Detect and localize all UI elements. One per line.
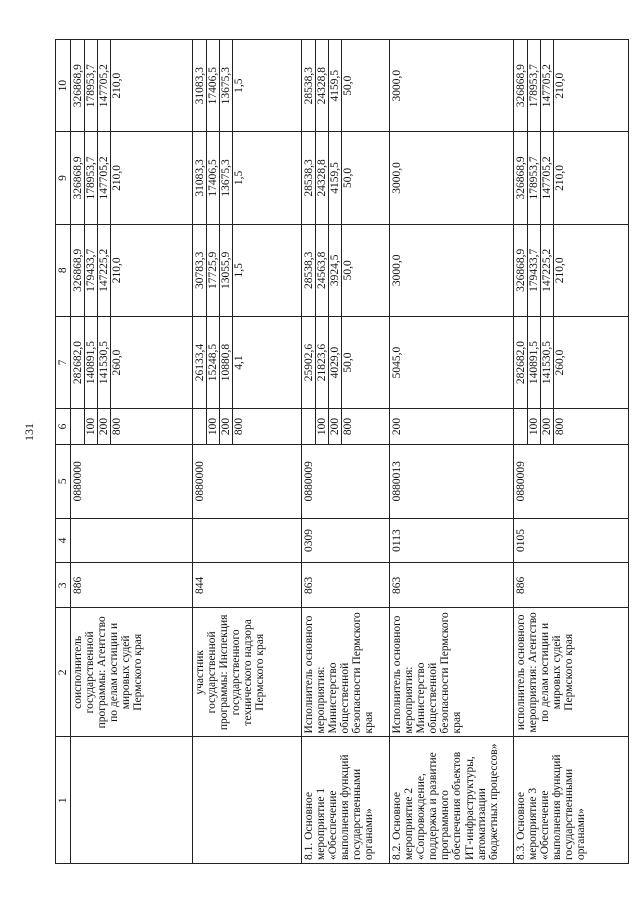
cell-c10-value: 17406,5 <box>207 40 220 131</box>
header-row <box>56 40 71 864</box>
col-header-8: 8 <box>56 224 71 316</box>
cell-c9-value: 326868,9 <box>72 132 85 223</box>
cell-c9-value: 210,0 <box>553 165 566 191</box>
cell-c6-value: 100 <box>528 409 541 444</box>
cell-c9 <box>192 132 301 224</box>
cell-c3: 863 <box>390 563 514 608</box>
cell-c2: Исполнитель основного мероприятия: Министерство общественной безопасности Пермского края <box>390 608 514 737</box>
cell-c3: 886 <box>513 563 628 608</box>
cell-c10-value: 326868,9 <box>72 40 85 131</box>
cell-c10 <box>513 40 628 132</box>
cell-c9-value: 147705,2 <box>541 132 554 223</box>
cell-c9-value: 178953,7 <box>85 132 98 223</box>
cell-c6 <box>301 409 390 445</box>
cell-c5: 0880013 <box>390 444 514 518</box>
cell-c8-value: 30783,3 <box>194 225 207 316</box>
col-header-2: 2 <box>56 608 71 737</box>
cell-c4 <box>192 518 301 563</box>
cell-c8 <box>301 224 390 316</box>
cell-c7-value: 10880,8 <box>220 317 233 408</box>
cell-c9 <box>71 132 192 224</box>
cell-c6-value: 200 <box>391 417 404 436</box>
cell-c9-value: 178953,7 <box>528 132 541 223</box>
cell-c5: 0880009 <box>513 444 628 518</box>
cell-c8 <box>71 224 192 316</box>
cell-c7-value: 50,0 <box>341 352 354 373</box>
cell-c8-value: 17725,9 <box>207 225 220 316</box>
cell-c9-value: 3000,0 <box>391 162 404 194</box>
cell-c6-value: 100 <box>207 409 220 444</box>
cell-c10-value: 210,0 <box>111 72 124 99</box>
cell-c6-value <box>72 409 85 444</box>
cell-c10-value: 210,0 <box>553 72 566 99</box>
cell-c8 <box>390 224 514 316</box>
cell-c8-value: 50,0 <box>341 260 354 281</box>
cell-c8-value: 147225,2 <box>541 225 554 316</box>
cell-c6-value: 200 <box>98 409 111 444</box>
cell-c6 <box>513 409 628 445</box>
cell-c10-value: 1,5 <box>232 78 245 93</box>
cell-c1 <box>192 737 301 864</box>
cell-c7-value: 141530,5 <box>541 317 554 408</box>
cell-c6-value: 200 <box>329 409 342 444</box>
cell-c8 <box>513 224 628 316</box>
cell-c5: 0880009 <box>301 444 390 518</box>
cell-c10-value: 178953,7 <box>85 40 98 131</box>
cell-c9-value: 210,0 <box>111 165 124 191</box>
cell-c8-value: 1,5 <box>232 263 245 278</box>
cell-c9-value: 326868,9 <box>515 132 528 223</box>
cell-c6-value: 800 <box>341 417 354 436</box>
cell-c7 <box>301 316 390 408</box>
cell-c8-value: 24563,8 <box>316 225 329 316</box>
cell-c5: 0880000 <box>71 444 192 518</box>
col-header-4: 4 <box>56 518 71 563</box>
cell-c7 <box>513 316 628 408</box>
cell-c7-value: 4029,0 <box>329 317 342 408</box>
cell-c1: 8.2. Основное мероприятие 2 «Сопровождение, поддержка и развитие программного обеспечения объектов ИТ-инфраструктуры, автоматизации бюджетных процессов» <box>390 737 514 864</box>
cell-c7 <box>390 316 514 408</box>
col-header-6: 6 <box>56 409 71 445</box>
cell-c7-value: 141530,5 <box>98 317 111 408</box>
cell-c8-value: 13055,9 <box>220 225 233 316</box>
cell-c7-value: 21823,6 <box>316 317 329 408</box>
cell-c7-value: 26133,4 <box>194 317 207 408</box>
cell-c6-value <box>515 409 528 444</box>
budget-table <box>55 39 629 864</box>
cell-c8-value: 28538,3 <box>303 225 316 316</box>
table-row <box>513 40 628 864</box>
cell-c4: 0113 <box>390 518 514 563</box>
cell-c7-value: 140891,5 <box>85 317 98 408</box>
cell-c10-value: 147705,2 <box>541 40 554 131</box>
cell-c8 <box>192 224 301 316</box>
cell-c4: 0309 <box>301 518 390 563</box>
cell-c7-value: 4,1 <box>232 355 245 370</box>
table-body <box>71 40 629 864</box>
cell-c7-value: 260,0 <box>111 349 124 376</box>
cell-c10-value: 13675,3 <box>220 40 233 131</box>
cell-c7-value: 25902,6 <box>303 317 316 408</box>
table-row <box>390 40 514 864</box>
cell-c9-value: 50,0 <box>341 167 354 189</box>
cell-c1: 8.1. Основное мероприятие 1 «Обеспечение выполнения функций государственными органами» <box>301 737 390 864</box>
cell-c10 <box>390 40 514 132</box>
cell-c4: 0105 <box>513 518 628 563</box>
budget-table-sheet <box>55 39 629 864</box>
cell-c8-value: 326868,9 <box>72 225 85 316</box>
cell-c5: 0880000 <box>192 444 301 518</box>
cell-c8-value: 147225,2 <box>98 225 111 316</box>
cell-c6 <box>390 409 514 445</box>
cell-c6 <box>71 409 192 445</box>
cell-c9-value: 147705,2 <box>98 132 111 223</box>
cell-c9-value: 28538,3 <box>303 132 316 223</box>
cell-c8-value: 179433,7 <box>528 225 541 316</box>
cell-c3: 863 <box>301 563 390 608</box>
cell-c6-value <box>194 409 207 444</box>
cell-c6-value: 100 <box>85 409 98 444</box>
cell-c10-value: 147705,2 <box>98 40 111 131</box>
cell-c8-value: 210,0 <box>111 257 124 284</box>
cell-c10 <box>71 40 192 132</box>
col-header-9: 9 <box>56 132 71 224</box>
col-header-3: 3 <box>56 563 71 608</box>
cell-c6-value: 100 <box>316 409 329 444</box>
cell-c9-value: 24328,8 <box>316 132 329 223</box>
cell-c6-value: 800 <box>232 417 245 436</box>
cell-c10-value: 28538,3 <box>303 40 316 131</box>
cell-c2: исполнитель основного мероприятия: Агентство по делам юстиции и мировых судей Пермского края <box>513 608 628 737</box>
cell-c7-value: 15248,5 <box>207 317 220 408</box>
cell-c10-value: 326868,9 <box>515 40 528 131</box>
cell-c7-value: 282682,0 <box>72 317 85 408</box>
cell-c9-value: 1,5 <box>232 170 245 186</box>
col-header-5: 5 <box>56 444 71 518</box>
cell-c8-value: 3000,0 <box>391 254 404 287</box>
cell-c9 <box>513 132 628 224</box>
table-row <box>71 40 192 864</box>
cell-c6-value: 800 <box>553 417 566 436</box>
cell-c1 <box>71 737 192 864</box>
cell-c8-value: 326868,9 <box>515 225 528 316</box>
cell-c3: 886 <box>71 563 192 608</box>
cell-c6 <box>192 409 301 445</box>
cell-c3: 844 <box>192 563 301 608</box>
cell-c6-value: 200 <box>220 409 233 444</box>
cell-c9 <box>301 132 390 224</box>
cell-c6-value <box>303 409 316 444</box>
cell-c10-value: 50,0 <box>341 75 354 96</box>
cell-c7-value: 5045,0 <box>391 346 404 379</box>
cell-c7-value: 260,0 <box>553 349 566 376</box>
table-row <box>192 40 301 864</box>
cell-c9-value: 17406,5 <box>207 132 220 223</box>
cell-c1: 8.3. Основное мероприятие 3 «Обеспечение выполнения функций государственными органами» <box>513 737 628 864</box>
col-header-10: 10 <box>56 40 71 132</box>
cell-c10-value: 178953,7 <box>528 40 541 131</box>
cell-c7-value: 140891,5 <box>528 317 541 408</box>
cell-c10-value: 24328,8 <box>316 40 329 131</box>
cell-c8-value: 3924,5 <box>329 225 342 316</box>
cell-c4 <box>71 518 192 563</box>
cell-c2: Исполнитель основного мероприятия: Министерство общественной безопасности Пермского края <box>301 608 390 737</box>
col-header-1: 1 <box>56 737 71 864</box>
cell-c9-value: 4159,5 <box>329 132 342 223</box>
cell-c7 <box>192 316 301 408</box>
cell-c6-value: 200 <box>541 409 554 444</box>
cell-c10-value: 3000,0 <box>391 69 404 102</box>
cell-c9-value: 13675,3 <box>220 132 233 223</box>
cell-c7 <box>71 316 192 408</box>
col-header-7: 7 <box>56 316 71 408</box>
cell-c2: соисполнитель государственной программы: Агентство по делам юстиции и мировых судей Пермского края <box>71 608 192 737</box>
cell-c7-value: 282682,0 <box>515 317 528 408</box>
cell-c2: участник государственной программы: Инспекция государственного технического надзора Пермского края <box>192 608 301 737</box>
cell-c10 <box>301 40 390 132</box>
cell-c8-value: 179433,7 <box>85 225 98 316</box>
table-row <box>301 40 390 864</box>
cell-c6-value: 800 <box>111 417 124 436</box>
page-number: 131 <box>22 423 36 441</box>
cell-c9 <box>390 132 514 224</box>
cell-c10-value: 4159,5 <box>329 40 342 131</box>
cell-c9-value: 31083,3 <box>194 132 207 223</box>
cell-c10-value: 31083,3 <box>194 40 207 131</box>
cell-c10 <box>192 40 301 132</box>
cell-c8-value: 210,0 <box>553 257 566 284</box>
